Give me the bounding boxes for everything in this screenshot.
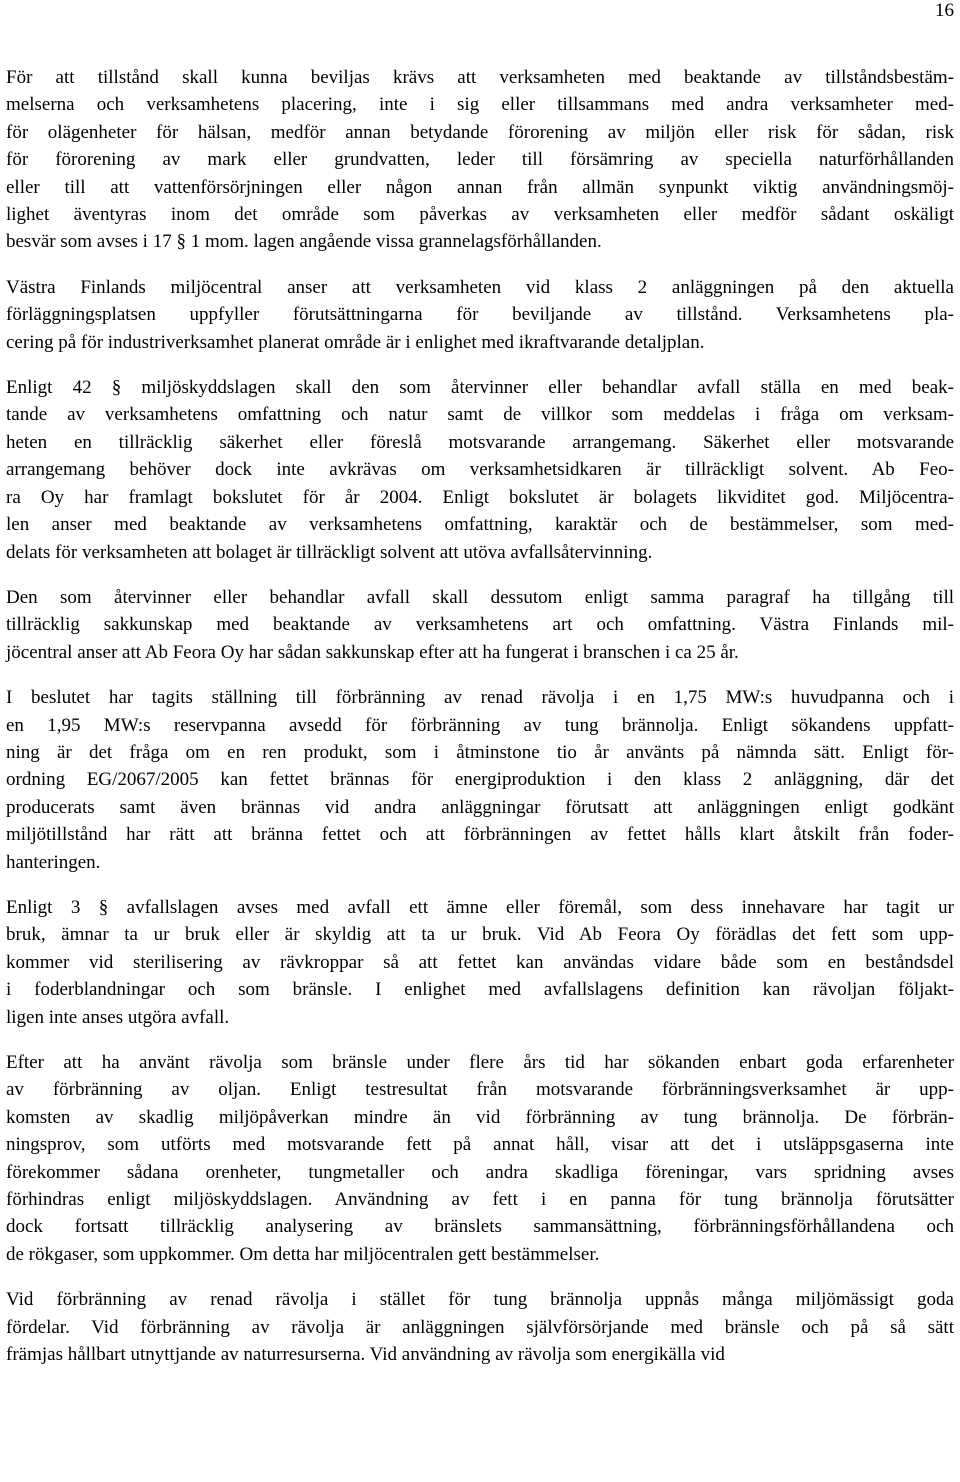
text-line: Vid förbränning av renad rävolja i stället för tung brännolja uppnås många miljömässigt goda <box>6 1289 954 1311</box>
text-line: hanteringen. <box>6 851 101 873</box>
text-line: arrangemang behöver dock inte avkrävas om verksamhetsidkaren är tillräckligt solvent. Ab Feo- <box>6 459 954 481</box>
paragraph <box>6 274 954 356</box>
text-line: förläggningsplatsen uppfyller förutsättningarna för beviljande av tillstånd. Verksamhetens pla- <box>6 304 954 326</box>
text-line: tillräcklig sakkunskap med beaktande av verksamhetens art och omfattning. Västra Finlands mil- <box>6 614 954 636</box>
paragraph <box>6 374 954 566</box>
paragraph <box>6 584 954 666</box>
text-line: fördelar. Vid förbränning av rävolja är anläggningen självförsörjande med bränsle och på så sätt <box>6 1316 954 1338</box>
text-line: kommer vid sterilisering av rävkroppar så att fettet kan användas vidare både som en beståndsdel <box>6 951 954 973</box>
text-line: ra Oy har framlagt bokslutet för år 2004. Enligt bokslutet är bolagets likviditet god. Miljöcentra- <box>6 486 954 508</box>
text-line: tande av verksamhetens omfattning och natur samt de villkor som meddelas i fråga om verksam- <box>6 404 954 426</box>
text-line: av förbränning av oljan. Enligt testresultat från motsvarande förbränningsverksamhet är upp- <box>6 1079 954 1101</box>
text-line: eller till att vattenförsörjningen eller någon annan från allmän synpunkt viktig användningsmöj- <box>6 176 954 198</box>
text-line: jöcentral anser att Ab Feora Oy har sådan sakkunskap efter att ha fungerat i branschen i ca 25 år. <box>6 641 739 663</box>
text-line: i foderblandningar och som bränsle. I enlighet med avfallslagens definition kan rävoljan följakt- <box>6 979 954 1001</box>
text-line: heten en tillräcklig säkerhet eller föreslå motsvarande arrangemang. Säkerhet eller motsvarande <box>6 431 954 453</box>
text-line: ligen inte anses utgöra avfall. <box>6 1006 230 1028</box>
text-line: Efter att ha använt rävolja som bränsle under flere års tid har sökanden enbart goda erfarenheter <box>6 1052 954 1073</box>
paragraph <box>6 894 954 1031</box>
text-line: ning är det fråga om en ren produkt, som i åtminstone tio år använts på nämnda sätt. Enligt för- <box>6 741 954 763</box>
text-line: dock fortsatt tillräcklig analysering av bränslets sammansättning, förbränningsförhållandena och <box>6 1216 954 1238</box>
text-line: ningsprov, som utförts med motsvarande fett på annat håll, visar att det i utsläppsgaserna inte <box>6 1134 954 1156</box>
text-line: producerats samt även brännas vid andra anläggningar förutsatt att anläggningen enligt godkänt <box>6 796 954 818</box>
text-line: len anser med beaktande av verksamhetens omfattning, karaktär och de bestämmelser, som med- <box>6 514 954 536</box>
body-text <box>6 64 954 1386</box>
page-number: 16 <box>935 0 954 21</box>
text-line: I beslutet har tagits ställning till förbränning av renad rävolja i en 1,75 MW:s huvudpanna och i <box>6 687 954 709</box>
text-line: främjas hållbart utnyttjande av naturresurserna. Vid användning av rävolja som energikälla vid <box>6 1344 725 1366</box>
text-line: för förorening av mark eller grundvatten, leder till försämring av speciella naturförhållanden <box>6 149 954 171</box>
text-line: besvär som avses i 17 § 1 mom. lagen angående vissa grannelagsförhållanden. <box>6 231 602 253</box>
text-line: delats för verksamheten att bolaget är tillräckligt solvent att utöva avfallsåtervinning. <box>6 541 653 563</box>
paragraph <box>6 684 954 876</box>
paragraph <box>6 64 954 256</box>
paragraph <box>6 1049 954 1268</box>
text-line: Den som återvinner eller behandlar avfall skall dessutom enligt samma paragraf ha tillgång till <box>6 586 954 608</box>
text-line: förhindras enligt miljöskyddslagen. Användning av fett i en panna för tung brännolja förutsätter <box>6 1189 954 1211</box>
paragraph <box>6 1286 954 1368</box>
text-line: För att tillstånd skall kunna beviljas krävs att verksamheten med beaktande av tillståndsbestäm- <box>6 67 954 88</box>
text-line: komsten av skadlig miljöpåverkan mindre än vid förbränning av tung brännolja. De förbrän- <box>6 1106 954 1128</box>
text-line: ordning EG/2067/2005 kan fettet brännas för energiproduktion i den klass 2 anläggning, där det <box>6 769 954 791</box>
text-line: de rökgaser, som uppkommer. Om detta har miljöcentralen gett bestämmelser. <box>6 1243 600 1265</box>
text-line: cering på för industriverksamhet planerat område är i enlighet med ikraftvarande detaljplan. <box>6 331 705 353</box>
text-line: förekommer sådana orenheter, tungmetaller och andra skadliga föreningar, vars spridning avses <box>6 1161 954 1183</box>
text-line: Enligt 42 § miljöskyddslagen skall den som återvinner eller behandlar avfall ställa en med beak- <box>6 377 954 399</box>
text-line: lighet äventyras inom det område som påverkas av verksamheten eller medför sådant oskäligt <box>6 204 954 226</box>
text-line: Enligt 3 § avfallslagen avses med avfall ett ämne eller föremål, som dess innehavare har tagit ur <box>6 896 954 918</box>
text-line: miljötillstånd har rätt att bränna fettet och att förbränningen av fettet hålls klart åtskilt från foder- <box>6 824 954 846</box>
text-line: melserna och verksamhetens placering, inte i sig eller tillsammans med andra verksamheter med- <box>6 94 954 116</box>
text-line: Västra Finlands miljöcentral anser att verksamheten vid klass 2 anläggningen på den aktuella <box>6 276 954 298</box>
text-line: för olägenheter för hälsan, medför annan betydande förorening av miljön eller risk för sådan, risk <box>6 121 954 143</box>
text-line: en 1,95 MW:s reservpanna avsedd för förbränning av tung brännolja. Enligt sökandens uppfatt- <box>6 714 954 736</box>
text-line: bruk, ämnar ta ur bruk eller är skyldig att ta ur bruk. Vid Ab Feora Oy förädlas det fett som upp- <box>6 924 954 946</box>
